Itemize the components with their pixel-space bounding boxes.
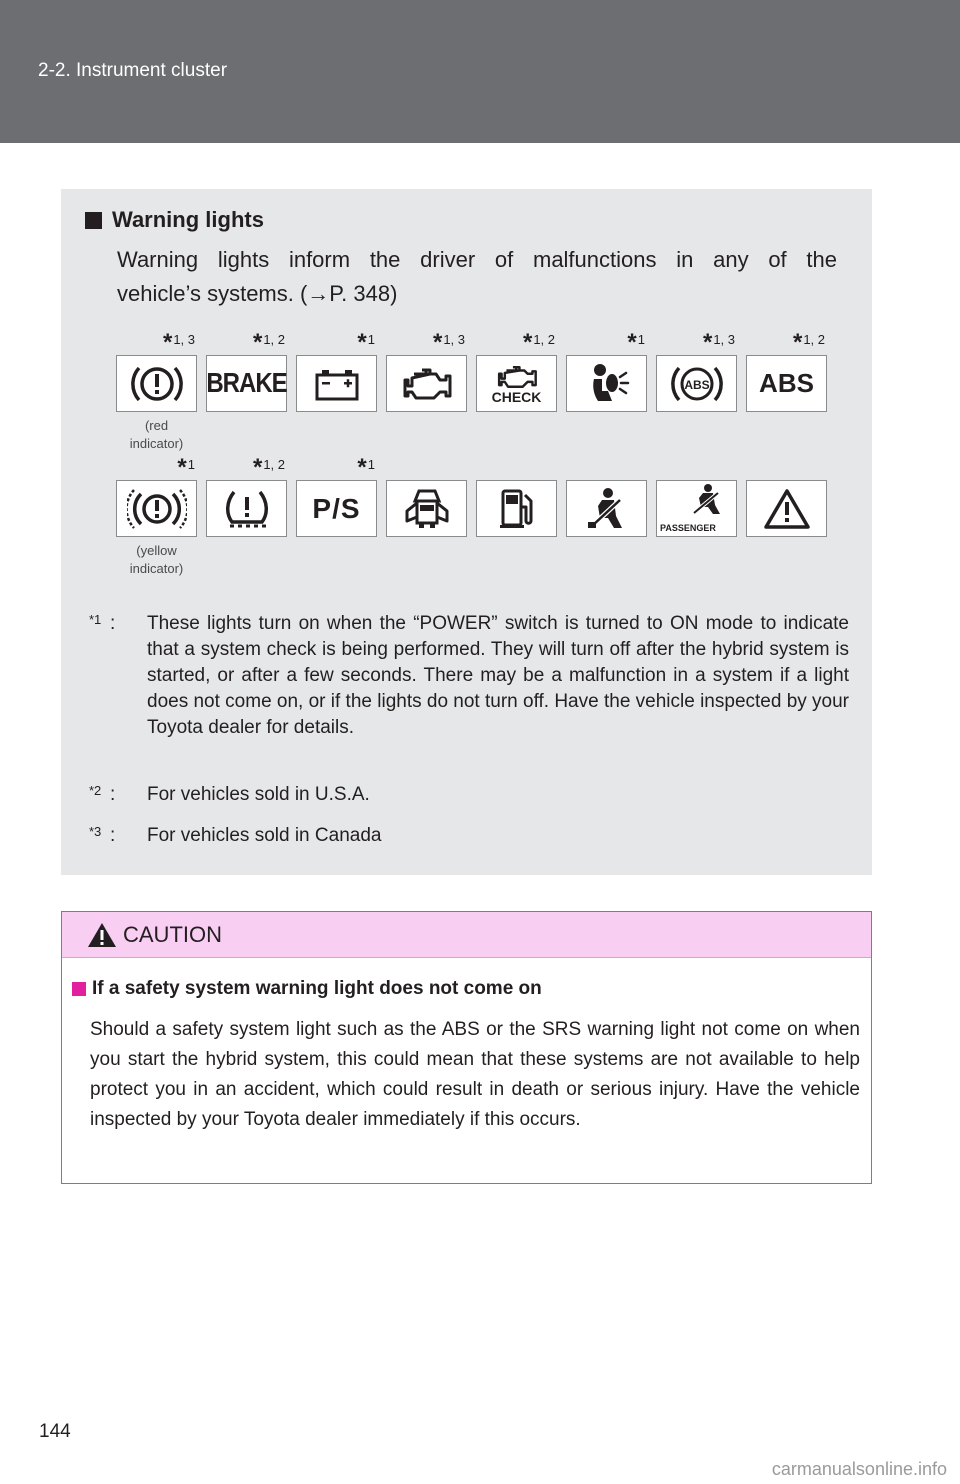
abs-text-icon: ABS	[759, 368, 814, 398]
footnote-marker: *1, 3	[432, 329, 465, 356]
caution-box	[61, 911, 872, 1184]
footnote-marker: *1	[177, 454, 195, 481]
footnote-marker: *1, 3	[702, 329, 735, 356]
check-engine-text-icon: CHECK	[491, 388, 542, 405]
srs-airbag-slot	[566, 329, 647, 412]
engine-check-icon	[400, 364, 454, 404]
warning-lights-panel	[61, 189, 872, 875]
warning-lights-heading: Warning lights	[85, 207, 264, 233]
footnote-marker: *1, 2	[252, 329, 285, 356]
check-engine-text-slot	[476, 329, 557, 412]
footnote-marker: *1, 3	[162, 329, 195, 356]
footnote-marker: *1	[627, 329, 645, 356]
engine-check-slot	[386, 329, 467, 412]
abs-circle-slot	[656, 329, 737, 412]
brake-text-icon: BRAKE	[206, 367, 287, 399]
svg-text:ABS: ABS	[683, 377, 710, 392]
battery-charging-icon	[312, 366, 362, 402]
brake-text-slot	[206, 329, 287, 412]
tire-pressure-slot	[206, 454, 287, 537]
battery-charging-slot	[296, 329, 377, 412]
engine-outline-icon	[495, 364, 539, 390]
low-fuel-slot	[476, 480, 557, 537]
footnote-marker: *1, 2	[522, 329, 555, 356]
brake-warning-circle-slot	[116, 329, 197, 451]
caution-body: Should a safety system light such as the ABS or the SRS warning light not come on when you start the hybrid system, this could mean that these systems are not available to help protect you in an accident, which could result in death or serious injury. Have the vehicle inspected by your Toyota dealer immediately if this occurs.	[90, 1019, 860, 1130]
master-warning-icon	[763, 487, 811, 531]
brake-warning-circle-icon	[129, 362, 185, 406]
caution-subheading: If a safety system warning light does not come on	[72, 978, 542, 1000]
master-warning-slot	[746, 480, 827, 537]
footnote-marker: *1	[357, 454, 375, 481]
tire-pressure-icon	[222, 488, 272, 530]
abs-text-slot	[746, 329, 827, 412]
warning-triangle-icon	[87, 922, 117, 948]
seat-belt-driver-slot	[566, 480, 647, 537]
footnote-marker: *1, 2	[792, 329, 825, 356]
brake-warning-yellow-slot	[116, 454, 197, 576]
warning-lights-intro: Warning lights inform the driver of malfunctions in any of the vehicle’s systems. (→P. 348)	[117, 247, 837, 306]
pink-square-bullet-icon	[72, 982, 86, 996]
footnote-marker: *1	[357, 329, 375, 356]
passenger-label: PASSENGER	[660, 523, 716, 533]
section-title: 2-2. Instrument cluster	[38, 60, 228, 81]
seat-belt-passenger-slot	[656, 480, 737, 537]
brake-warning-yellow-icon	[127, 486, 187, 532]
abs-circle-icon	[669, 362, 725, 406]
warning-icons-row-1	[116, 329, 827, 451]
footnote-3: *3 : For vehicles sold in Canada	[89, 824, 382, 846]
caution-title: CAUTION	[123, 921, 222, 947]
caution-header	[62, 912, 871, 958]
open-door-slot	[386, 480, 467, 537]
footnote-2: *2 : For vehicles sold in U.S.A.	[89, 783, 370, 805]
power-steering-icon: P/S	[312, 492, 361, 524]
low-fuel-icon	[497, 487, 537, 531]
open-door-icon	[403, 487, 451, 531]
seat-belt-driver-icon	[584, 486, 630, 532]
warning-icons-row-2	[116, 454, 827, 576]
power-steering-slot	[296, 454, 377, 537]
square-bullet-icon	[85, 212, 102, 229]
red-indicator-caption: (red indicator)	[129, 418, 184, 451]
footnote-1: *1 : These lights turn on when the “POWER” switch is turned to ON mode to indicate that a system check is being performed. They will turn off after the hybrid system is started, or after a few seconds. There may be a malfunction in a system if a light does not come on, or if the lights do not turn off. Have the vehicle inspected by your Toyota dealer for details.	[89, 612, 850, 738]
page-number: 144	[39, 1421, 71, 1442]
srs-airbag-icon	[582, 361, 632, 407]
watermark: carmanualsonline.info	[771, 1459, 947, 1479]
yellow-indicator-caption: (yellow indicator)	[129, 543, 184, 576]
header-band	[0, 0, 960, 143]
seat-belt-passenger-icon	[686, 483, 726, 517]
footnote-marker: *1, 2	[252, 454, 285, 481]
